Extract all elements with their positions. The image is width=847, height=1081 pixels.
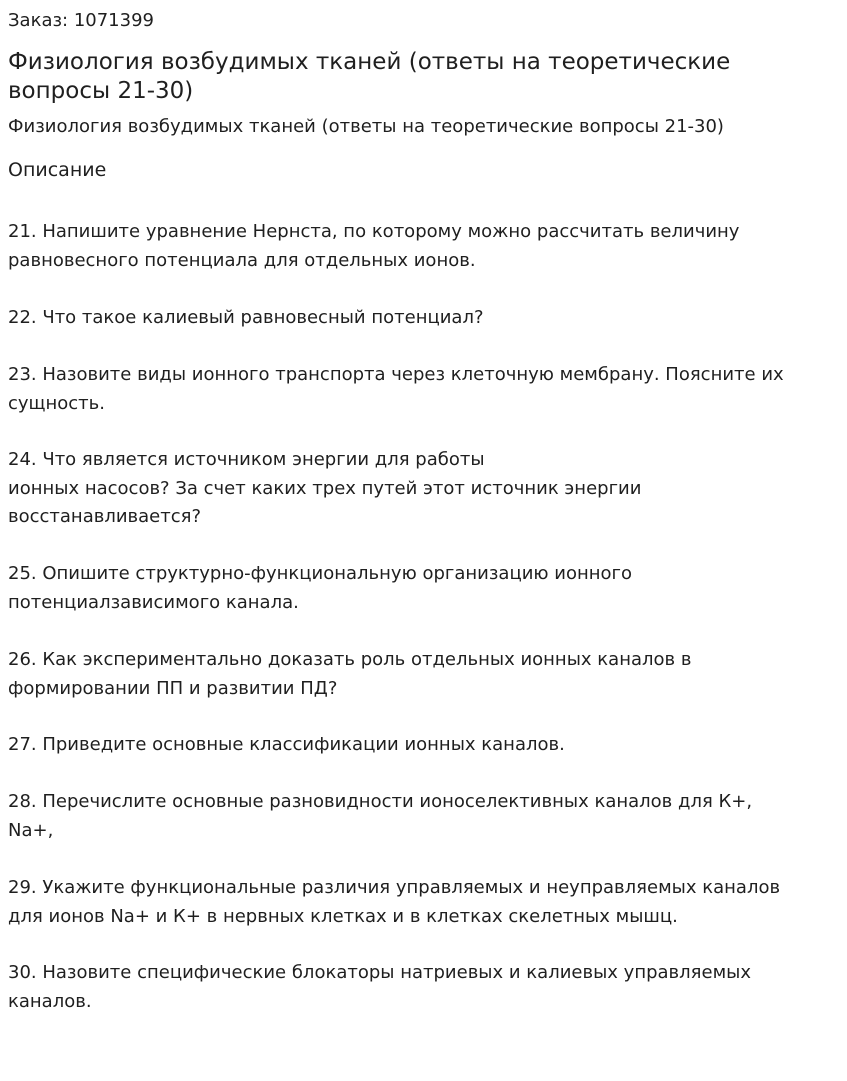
question-25 [8,560,632,617]
question-line: каналов. [8,990,92,1012]
question-29 [8,874,780,931]
page-title [8,48,798,106]
page-subtitle: Физиология возбудимых тканей (ответы на теоретические вопросы 21-30) [8,116,724,137]
question-line: 28. Перечислите основные разновидности ионоселективных каналов для К+, [8,791,753,812]
question-line: Na+, [8,819,54,841]
question-line: сущность. [8,392,105,414]
question-line: 25. Опишите структурно-функциональную организацию ионного [8,563,633,584]
question-line: 24. Что является источником энергии для работы [8,449,485,470]
question-line: равновесного потенциала для отдельных ионов. [8,249,476,271]
page-title-line: Физиология возбудимых тканей (ответы на теоретические [8,49,731,75]
question-21 [8,218,739,275]
question-line: 21. Напишите уравнение Нернста, по которому можно рассчитать величину [8,221,740,242]
question-28 [8,788,752,845]
order-number: Заказ: 1071399 [8,10,154,31]
question-line: 22. Что такое калиевый равновесный потенциал? [8,307,484,328]
description-heading: Описание [8,159,107,181]
question-line: формировании ПП и развитии ПД? [8,677,338,699]
question-23 [8,361,784,418]
question-line: 27. Приведите основные классификации ионных каналов. [8,734,565,755]
question-line: восстанавливается? [8,506,202,527]
question-26 [8,646,691,703]
question-line: 23. Назовите виды ионного транспорта через клеточную мембрану. Поясните их [8,364,784,385]
question-30 [8,959,751,1016]
question-line: 26. Как экспериментально доказать роль отдельных ионных каналов в [8,649,692,670]
question-line: ионных насосов? За счет каких трех путей этот источник энергии [8,477,642,499]
question-24 [8,446,641,532]
question-line: потенциалзависимого канала. [8,591,299,613]
page-title-line: вопросы 21-30) [8,78,194,104]
question-22 [8,304,484,333]
question-line: 29. Укажите функциональные различия управляемых и неуправляемых каналов [8,877,781,898]
question-line: 30. Назовите специфические блокаторы натриевых и калиевых управляемых [8,962,752,983]
question-27 [8,731,565,760]
question-line: для ионов Na+ и К+ в нервных клетках и в клетках скелетных мышц. [8,905,678,927]
